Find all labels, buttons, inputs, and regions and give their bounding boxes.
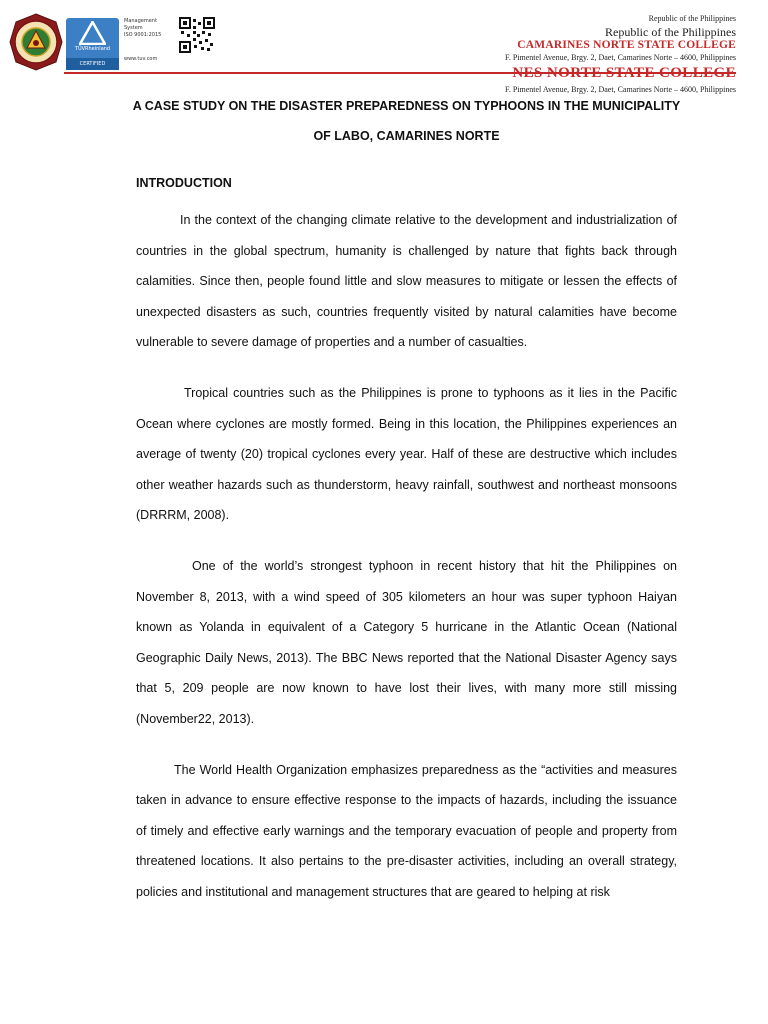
- paragraph: Tropical countries such as the Philippines is prone to typhoons as it lies in the Pacific Ocean where cyclones are mostly formed. Being in this location, the Philippines experiences an average of twenty (20) tropical cyclones every year. Half of these are destructive which includes other weather hazards such as thunderstorm, heavy rainfall, southwest and northeast monsoons (DRRRM, 2008).: [136, 385, 677, 523]
- letterhead: [0, 0, 768, 100]
- paragraph: The World Health Organization emphasizes preparedness as the “activities and measures taken in advance to ensure effective response to the impacts of hazards, including the issuance of timely and effective early warnings and the temporary evacuation of people and property from threatened locations. It also pertains to the pre-disaster activities, including an overall strategy, policies and institutional and management structures that are geared to helping at risk: [136, 762, 677, 899]
- tuv-certified-badge: [66, 18, 119, 70]
- document-title: A CASE STUDY ON THE DISASTER PREPAREDNESS ON TYPHOONS IN THE MUNICIPALITY OF LABO, CAMARINES NORTE: [132, 99, 681, 143]
- header-college-name: CAMARINES NORTE STATE COLLEGE: [517, 39, 736, 51]
- section-heading-introduction: INTRODUCTION: [136, 176, 232, 190]
- header-college-name-overlap: NES NORTE STATE COLLEGE: [512, 65, 736, 81]
- qr-code-icon: [179, 17, 215, 53]
- document-body: [132, 91, 681, 907]
- iso-line-1: Management: [124, 18, 157, 24]
- paragraph: One of the world’s strongest typhoon in recent history that hit the Philippines on November 8, 2013, with a wind speed of 305 kilometers an hour was super typhoon Haiyan known as Yolanda in equivalent of a Category 5 hurricane in the Atlantic Ocean (National Geographic Daily News, 2013). The BBC News reported that the National Disaster Agency says that 5, 209 people are now known to have lost their lives, with many more still missing (November22, 2013).: [136, 558, 677, 726]
- header-address: F. Pimentel Avenue, Brgy. 2, Daet, Camarines Norte – 4600, Philippines: [505, 53, 736, 62]
- paragraph: In the context of the changing climate relative to the development and industrialization of countries in the global spectrum, humanity is challenged by nature that fights back through calamities. Since then, people found little and slow measures to mitigate or lessen the effects of unexpected disasters as such, countries frequently visited by natural calamities have become vulnerable to severe damage of properties and a number of casualties.: [136, 213, 677, 350]
- header-address-overlap: F. Pimentel Avenue, Brgy. 2, Daet, Camarines Norte – 4600, Philippines: [505, 85, 736, 94]
- iso-line-2: System: [124, 25, 143, 31]
- college-seal-icon: [8, 12, 64, 72]
- iso-brand: TÜVRheinland: [74, 46, 111, 52]
- header-republic: Republic of the Philippines: [605, 25, 736, 39]
- tuv-triangle-icon: [79, 21, 106, 45]
- iso-certified-label: CERTIFIED: [66, 58, 119, 70]
- iso-line-3: ISO 9001:2015: [124, 32, 162, 38]
- header-republic-small: Republic of the Philippines: [648, 14, 736, 23]
- iso-details: [124, 18, 180, 62]
- iso-link: www.tuv.com: [124, 56, 158, 62]
